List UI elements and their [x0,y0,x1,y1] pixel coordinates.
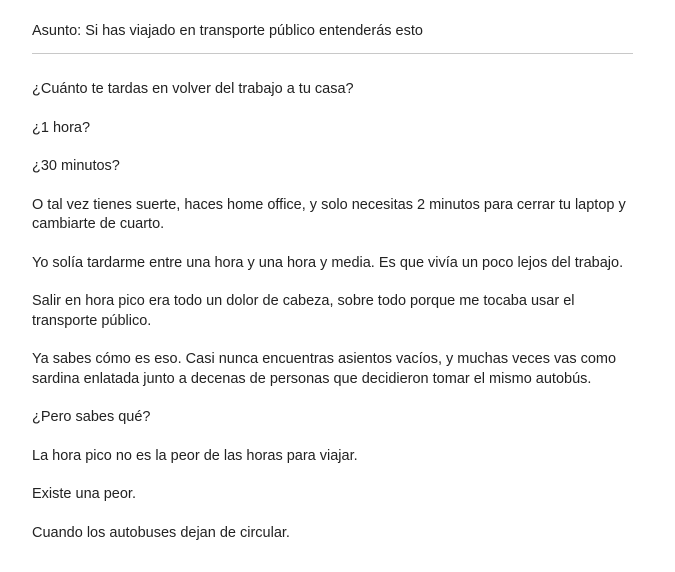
paragraph: ¿30 minutos? [32,158,120,174]
paragraph: Yo solía tardarme entre una hora y una hora y media. Es que vivía un poco lejos del trabajo. [32,254,624,271]
paragraph: Cuando los autobuses dejan de circular. [32,524,290,541]
paragraph: Salir en hora pico era todo un dolor de cabeza, sobre todo porque me tocaba usar el transporte público. [32,293,575,329]
paragraph: ¿1 hora? [32,119,91,136]
paragraph: O tal vez tienes suerte, haces home office, y solo necesitas 2 minutos para cerrar tu laptop y cambiarte de cuarto. [32,196,626,232]
paragraph: Ya sabes cómo es eso. Casi nunca encuentras asientos vacíos, y muchas veces vas como sardina enlatada junto a decenas de personas que decidieron tomar el mismo autobús. [32,351,617,387]
subject-divider [32,53,633,54]
paragraph: ¿Cuánto te tardas en volver del trabajo a tu casa? [32,81,354,97]
paragraph: Existe una peor. [32,486,136,502]
paragraph: La hora pico no es la peor de las horas para viajar. [32,447,358,464]
paragraph: ¿Pero sabes qué? [32,409,151,425]
email-subject: Asunto: Si has viajado en transporte público entenderás esto [32,23,423,39]
email-body [32,80,642,562]
